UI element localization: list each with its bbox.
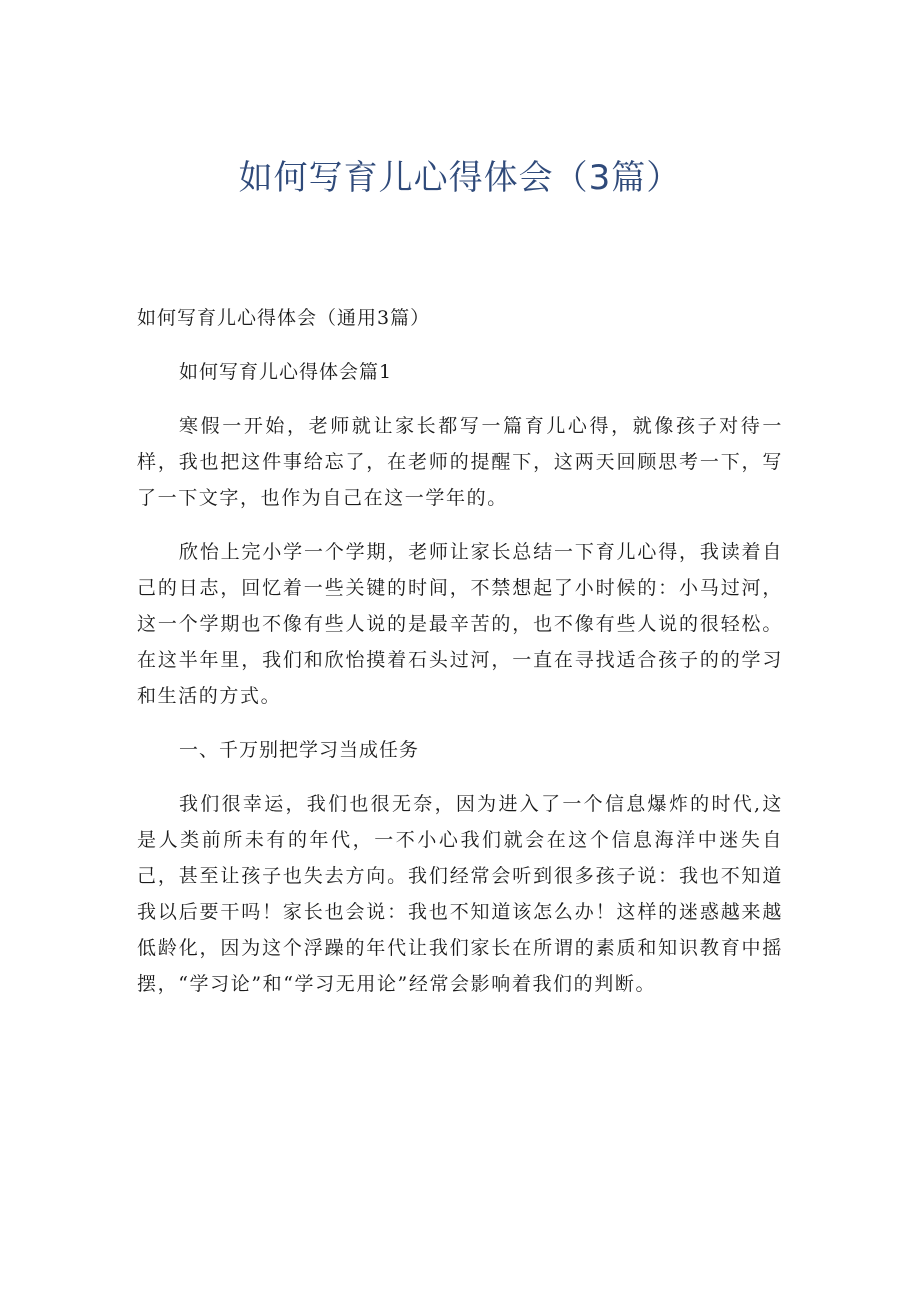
section-heading: 一、千万别把学习当成任务 bbox=[179, 739, 420, 761]
paragraph-2: 欣怡上完小学一个学期，老师让家长总结一下育儿心得，我读着自己的日志，回忆着一些关键的时间，不禁想起了小时候的：小马过河，这一个学期也不像有些人说的是最辛苦的，也不像有些人说的很轻松。在这半年里，我们和欣怡摸着石头过河，一直在寻找适合孩子的的学习和生活的方式。 bbox=[137, 541, 783, 707]
paragraph-3: 我们很幸运，我们也很无奈，因为进入了一个信息爆炸的时代,这是人类前所未有的年代，一不小心我们就会在这个信息海洋中迷失自己，甚至让孩子也失去方向。我们经常会听到很多孩子说：我也不知道我以后要干吗！家长也会说：我也不知道该怎么办！这样的迷惑越来越低龄化，因为这个浮躁的年代让我们家长在所谓的素质和知识教育中摇摆，“学习论”和“学习无用论”经常会影响着我们的判断。 bbox=[137, 793, 783, 995]
document-title: 如何写育儿心得体会（3篇） bbox=[238, 158, 682, 198]
document-subtitle: 如何写育儿心得体会（通用3篇） bbox=[137, 307, 431, 329]
document-body bbox=[137, 300, 783, 1020]
paragraph-1: 寒假一开始，老师就让家长都写一篇育儿心得，就像孩子对待一样，我也把这件事给忘了，在老师的提醒下，这两天回顾思考一下，写了一下文字，也作为自己在这一学年的。 bbox=[137, 415, 783, 509]
article-heading: 如何写育儿心得体会篇1 bbox=[179, 361, 393, 383]
